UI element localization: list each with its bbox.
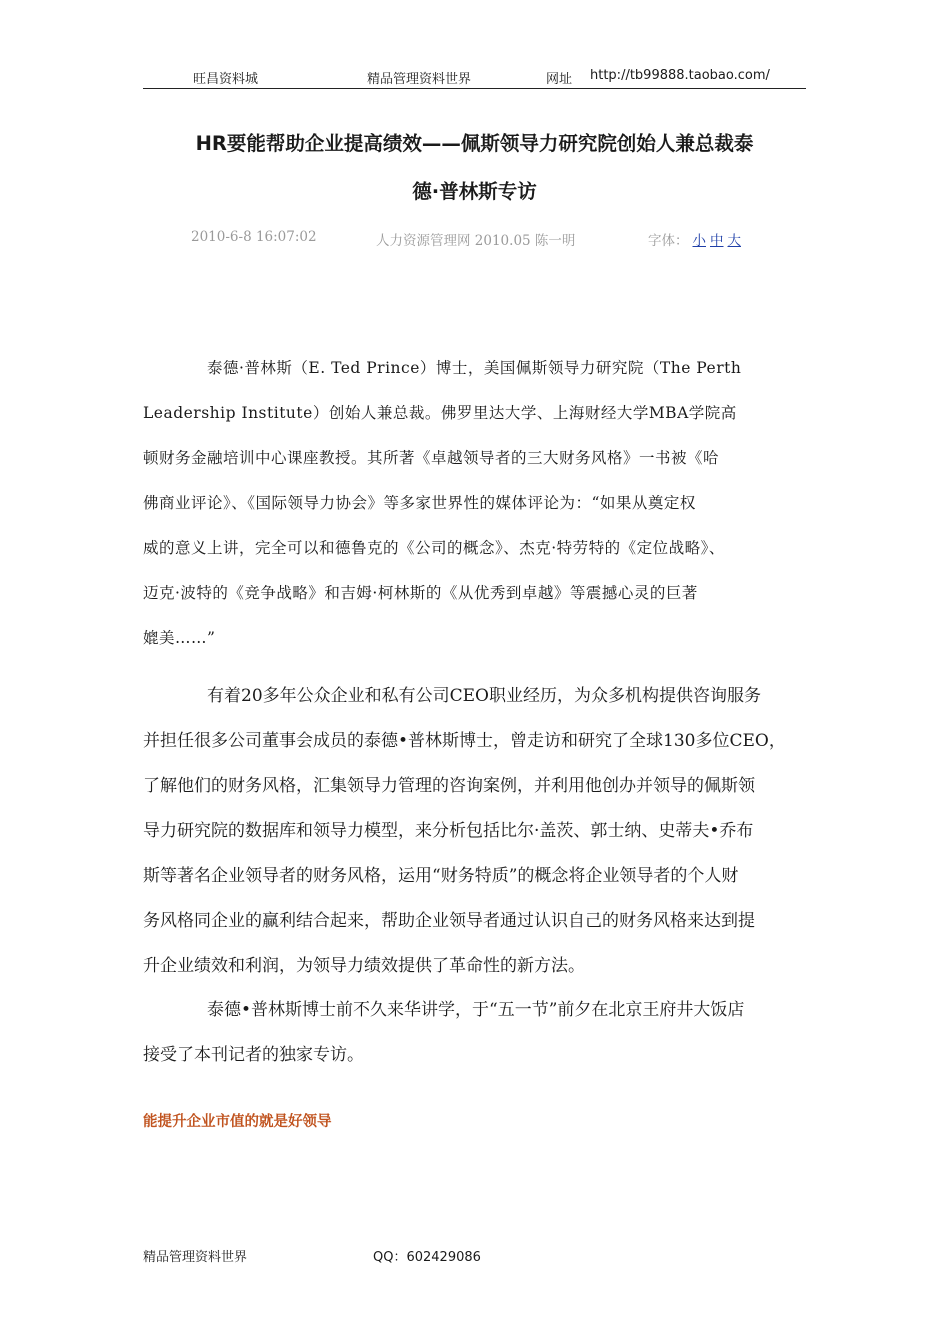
closing-line: 接受了本刊记者的独家专访。 <box>143 1045 364 1065</box>
header-section: 精品管理资料世界 <box>367 72 472 87</box>
intro-line: 佛商业评论》、《国际领导力协会》等多家世界性的媒体评论为：“如果从奠定权 <box>143 494 696 512</box>
intro-line: 媲美……” <box>143 629 216 647</box>
article-title-line-1: HR要能帮助企业提高绩效——佩斯领导力研究院创始人兼总裁泰 <box>195 132 754 155</box>
intro-line: 迈克·波特的《竞争战略》和吉姆·柯林斯的《从优秀到卓越》等震撼心灵的巨著 <box>143 584 698 602</box>
body-line: 导力研究院的数据库和领导力模型，来分析包括比尔·盖茨、郭士纳、史蒂夫•乔布 <box>143 821 754 841</box>
article-title-line-2: 德·普林斯专访 <box>412 180 537 203</box>
body-paragraph <box>143 674 807 989</box>
page-header <box>143 66 806 89</box>
font-size-large-link[interactable]: 大 <box>727 233 741 249</box>
intro-line: 泰德·普林斯（E. Ted Prince）博士，美国佩斯领导力研究院（The Perth <box>207 359 742 377</box>
article-source: 人力资源管理网 2010.05 陈一明 <box>376 233 576 249</box>
body-line: 并担任很多公司董事会成员的泰德•普林斯博士，曾走访和研究了全球130多位CEO， <box>143 731 786 751</box>
font-size-label: 字体： <box>648 233 689 249</box>
font-size-small-link[interactable]: 小 <box>692 233 706 249</box>
site-name: 旺昌资料城 <box>193 72 259 87</box>
section-subheading: 能提升企业市值的就是好领导 <box>143 1114 332 1130</box>
intro-line: 顿财务金融培训中心课座教授。其所著《卓越领导者的三大财务风格》一书被《哈 <box>143 449 720 467</box>
article-datetime: 2010-6-8 16:07:02 <box>191 229 317 245</box>
footer-qq: QQ：602429086 <box>373 1250 481 1265</box>
header-url[interactable]: http://tb99888.taobao.com/ <box>590 68 770 83</box>
body-line: 有着20多年公众企业和私有公司CEO职业经历，为众多机构提供咨询服务 <box>207 686 761 706</box>
body-line: 务风格同企业的赢利结合起来，帮助企业领导者通过认识自己的财务风格来达到提 <box>143 911 755 931</box>
closing-line: 泰德•普林斯博士前不久来华讲学，于“五一节”前夕在北京王府井大饭店 <box>207 1000 745 1020</box>
intro-line: Leadership Institute）创始人兼总裁。佛罗里达大学、上海财经大学MBA学院高 <box>143 404 737 422</box>
intro-paragraph <box>143 346 807 661</box>
intro-line: 威的意义上讲，完全可以和德鲁克的《公司的概念》、杰克·特劳特的《定位战略》、 <box>143 539 725 557</box>
font-size-switcher <box>648 229 741 249</box>
font-size-medium-link[interactable]: 中 <box>710 233 724 249</box>
body-line: 斯等著名企业领导者的财务风格，运用“财务特质”的概念将企业领导者的个人财 <box>143 866 739 886</box>
url-label: 网址 <box>546 72 573 87</box>
body-line: 了解他们的财务风格，汇集领导力管理的咨询案例，并利用他创办并领导的佩斯领 <box>143 776 755 796</box>
footer-label: 精品管理资料世界 <box>143 1250 248 1265</box>
page-footer <box>143 1246 481 1265</box>
body-line: 升企业绩效和利润，为领导力绩效提供了革命性的新方法。 <box>143 956 585 976</box>
closing-paragraph <box>143 988 807 1078</box>
